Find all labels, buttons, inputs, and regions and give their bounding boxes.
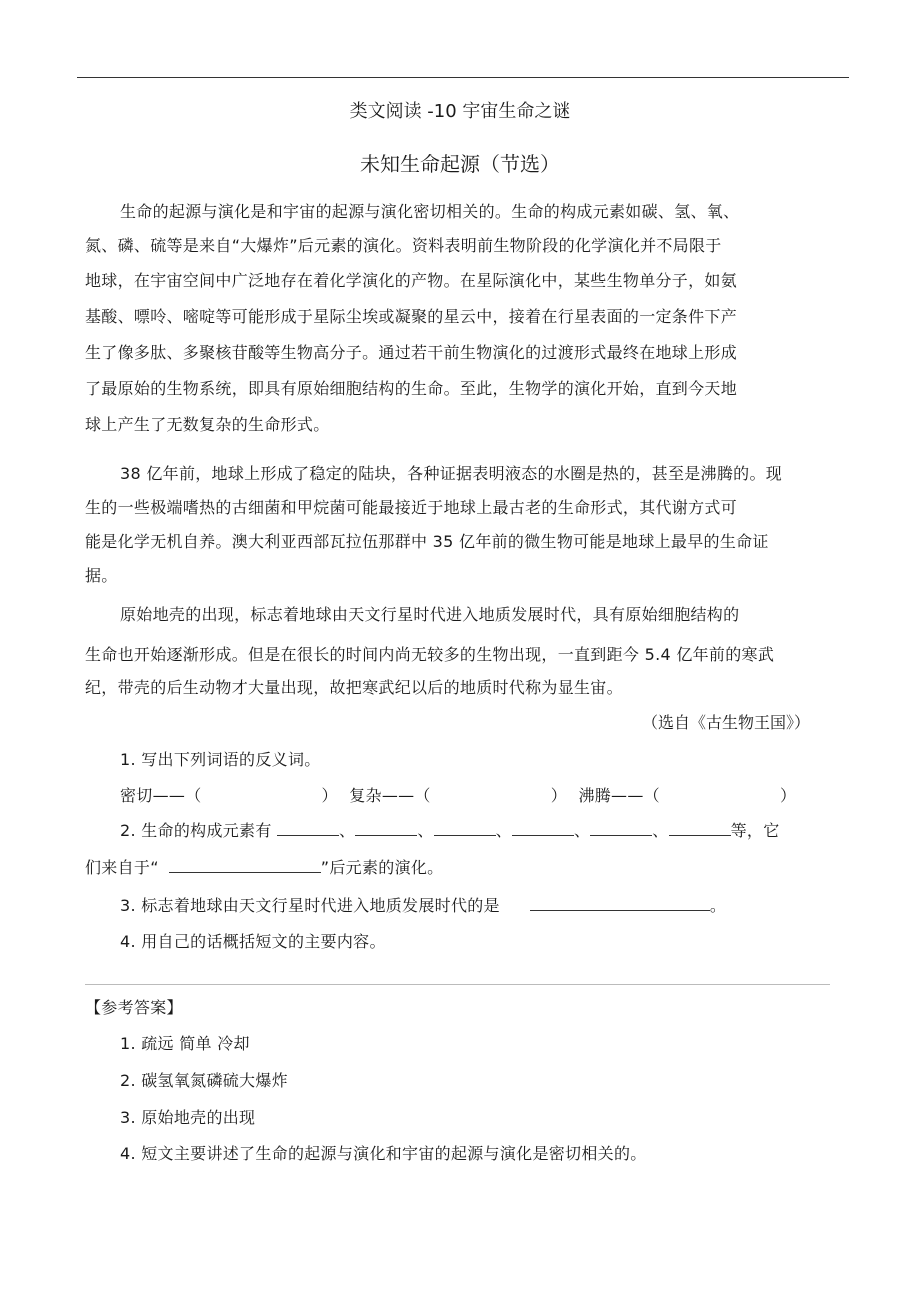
- p2-line: 生的一些极端嗜热的古细菌和甲烷菌可能最接近于地球上最古老的生命形式，其代谢方式可: [85, 498, 738, 517]
- answer-blank[interactable]: [590, 819, 652, 836]
- answer-2: 2. 碳氢氧氮磷硫大爆炸: [120, 1071, 288, 1090]
- p3-line: 原始地壳的出现，标志着地球由天文行星时代进入地质发展时代，具有原始细胞结构的: [120, 605, 740, 624]
- p2-line: 38 亿年前，地球上形成了稳定的陆块，各种证据表明液态的水圈是热的，甚至是沸腾的。现: [120, 464, 783, 483]
- q1-item-a: 密切——（: [120, 786, 202, 805]
- answer-1: 1. 疏远 简单 冷却: [120, 1034, 250, 1053]
- question-3: 3. 标志着地球由天文行星时代进入地质发展时代的是 。: [120, 896, 727, 915]
- answer-4: 4. 短文主要讲述了生命的起源与演化和宇宙的起源与演化是密切相关的。: [120, 1144, 647, 1163]
- question-2-line2: 们来自于“ ”后元素的演化。: [85, 858, 444, 877]
- p1-line: 球上产生了无数复杂的生命形式。: [85, 415, 330, 434]
- header-rule: [77, 77, 849, 78]
- answer-blank[interactable]: [169, 856, 321, 873]
- p3-line: 生命也开始逐渐形成。但是在很长的时间内尚无较多的生物出现，一直到距今 5.4 亿年前的寒武: [85, 645, 775, 664]
- question-1: 1. 写出下列词语的反义词。: [120, 750, 321, 769]
- source-citation: （选自《古生物王国》）: [641, 713, 810, 732]
- answer-blank[interactable]: [669, 819, 731, 836]
- q1-item-b: 复杂——（: [349, 786, 431, 805]
- section-divider: [85, 984, 830, 985]
- answer-blank[interactable]: [355, 819, 417, 836]
- p3-line: 纪，带壳的后生动物才大量出现，故把寒武纪以后的地质时代称为显生宙。: [85, 678, 623, 697]
- p1-line: 氮、磷、硫等是来自“大爆炸”后元素的演化。资料表明前生物阶段的化学演化并不局限于: [85, 236, 722, 255]
- answer-3: 3. 原始地壳的出现: [120, 1108, 256, 1127]
- answer-blank[interactable]: [434, 819, 496, 836]
- p1-line: 了最原始的生物系统，即具有原始细胞结构的生命。至此，生物学的演化开始，直到今天地: [85, 379, 738, 398]
- p2-line: 据。: [85, 566, 118, 585]
- question-1-items: 密切——（ ） 复杂——（ ） 沸腾——（ ）: [120, 786, 797, 805]
- answer-blank[interactable]: [277, 819, 339, 836]
- answer-blank[interactable]: [530, 894, 710, 911]
- p1-line: 生了像多肽、多聚核苷酸等生物高分子。通过若干前生物演化的过渡形式最终在地球上形成: [85, 343, 738, 362]
- question-2: 2. 生命的构成元素有 、 、 、 、 、 等，它: [120, 821, 780, 840]
- q1-item-c: 沸腾——（: [578, 786, 660, 805]
- page-title: 类文阅读 -10 宇宙生命之谜: [349, 101, 571, 122]
- answer-blank[interactable]: [512, 819, 574, 836]
- p1-line: 地球，在宇宙空间中广泛地存在着化学演化的产物。在星际演化中，某些生物单分子，如氨: [85, 271, 738, 290]
- answers-heading: 【参考答案】: [85, 998, 183, 1017]
- p1-line: 基酸、嘌呤、嘧啶等可能形成于星际尘埃或凝聚的星云中，接着在行星表面的一定条件下产: [85, 307, 738, 326]
- p2-line: 能是化学无机自养。澳大利亚西部瓦拉伍那群中 35 亿年前的微生物可能是地球上最早的生命证: [85, 532, 769, 551]
- article-title: 未知生命起源（节选）: [360, 152, 560, 176]
- p1-line: 生命的起源与演化是和宇宙的起源与演化密切相关的。生命的构成元素如碳、氢、氧、: [120, 202, 740, 221]
- question-4: 4. 用自己的话概括短文的主要内容。: [120, 932, 386, 951]
